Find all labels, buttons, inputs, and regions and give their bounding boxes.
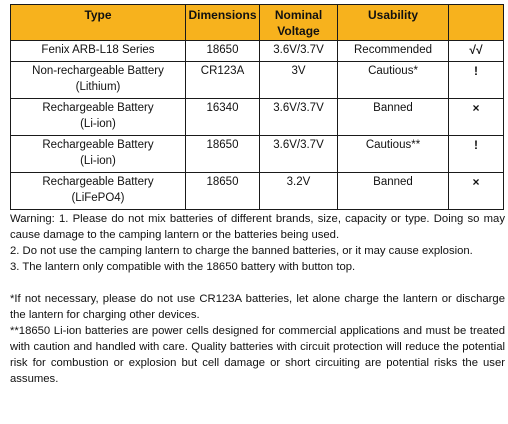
- cell-type: [11, 136, 186, 173]
- cell-type-line2: (Li-ion): [80, 155, 116, 167]
- cell-usability: Banned: [338, 99, 449, 136]
- banned-icon: ×: [449, 173, 504, 210]
- cell-voltage: 3.6V/3.7V: [260, 41, 338, 62]
- cell-type-line2: (Li-ion): [80, 118, 116, 130]
- cell-type-line2: (LiFePO4): [71, 192, 125, 204]
- cell-voltage: 3.6V/3.7V: [260, 99, 338, 136]
- cell-usability: Cautious*: [338, 62, 449, 99]
- header-usability: Usability: [338, 5, 449, 41]
- cell-dimensions: 16340: [186, 99, 260, 136]
- warning-notes: [10, 211, 505, 387]
- cell-type-line1: Rechargeable Battery: [42, 139, 154, 151]
- cell-type: [11, 62, 186, 99]
- cell-usability: Cautious**: [338, 136, 449, 173]
- table-row: [11, 99, 504, 136]
- cell-dimensions: 18650: [186, 173, 260, 210]
- cell-type-line1: Rechargeable Battery: [42, 176, 154, 188]
- caution-icon: !: [449, 62, 504, 99]
- checkmark-icon: √√: [449, 41, 504, 62]
- cell-usability: Recommended: [338, 41, 449, 62]
- footnote-18650: **18650 Li-ion batteries are power cells designed for commercial applications and must be treated with caution and handled with care. Quality batteries with circuit protection will reduce the potential risk for combustion or explosion but cell damage or short circuiting are potential risks the user assumes.: [10, 325, 505, 385]
- cell-type-line1: Non-rechargeable Battery: [32, 65, 164, 77]
- header-voltage-line1: Nominal: [274, 8, 323, 22]
- cell-type-line1: Rechargeable Battery: [42, 102, 154, 114]
- header-symbol: [449, 5, 504, 41]
- banned-icon: ×: [449, 99, 504, 136]
- cell-type-line2: (Lithium): [75, 81, 121, 93]
- warning-3: 3. The lantern only compatible with the 18650 battery with button top.: [10, 261, 356, 273]
- table-row: [11, 136, 504, 173]
- table-row: [11, 41, 504, 62]
- warning-2: 2. Do not use the camping lantern to charge the banned batteries, or it may cause explosion.: [10, 245, 473, 257]
- cell-dimensions: CR123A: [186, 62, 260, 99]
- header-voltage: [260, 5, 338, 41]
- table-row: [11, 62, 504, 99]
- table-row: [11, 173, 504, 210]
- document-body: [10, 4, 505, 387]
- caution-icon: !: [449, 136, 504, 173]
- cell-voltage: 3V: [260, 62, 338, 99]
- cell-dimensions: 18650: [186, 136, 260, 173]
- table-header-row: [11, 5, 504, 41]
- cell-dimensions: 18650: [186, 41, 260, 62]
- battery-compatibility-table: [10, 4, 504, 210]
- header-dimensions: Dimensions: [186, 5, 260, 41]
- cell-type-line1: Fenix ARB-L18 Series: [41, 44, 155, 56]
- header-voltage-line2: Voltage: [277, 24, 320, 38]
- cell-type: [11, 41, 186, 62]
- cell-usability: Banned: [338, 173, 449, 210]
- cell-type: [11, 99, 186, 136]
- cell-voltage: 3.6V/3.7V: [260, 136, 338, 173]
- cell-voltage: 3.2V: [260, 173, 338, 210]
- warning-1: Warning: 1. Please do not mix batteries of different brands, size, capacity or type. Doing so may cause damage to the camping lantern or the batteries being used.: [10, 213, 505, 241]
- cell-type: [11, 173, 186, 210]
- footnote-cr123a: *If not necessary, please do not use CR123A batteries, let alone charge the lantern or discharge the lantern for charging other devices.: [10, 293, 505, 321]
- header-type: Type: [11, 5, 186, 41]
